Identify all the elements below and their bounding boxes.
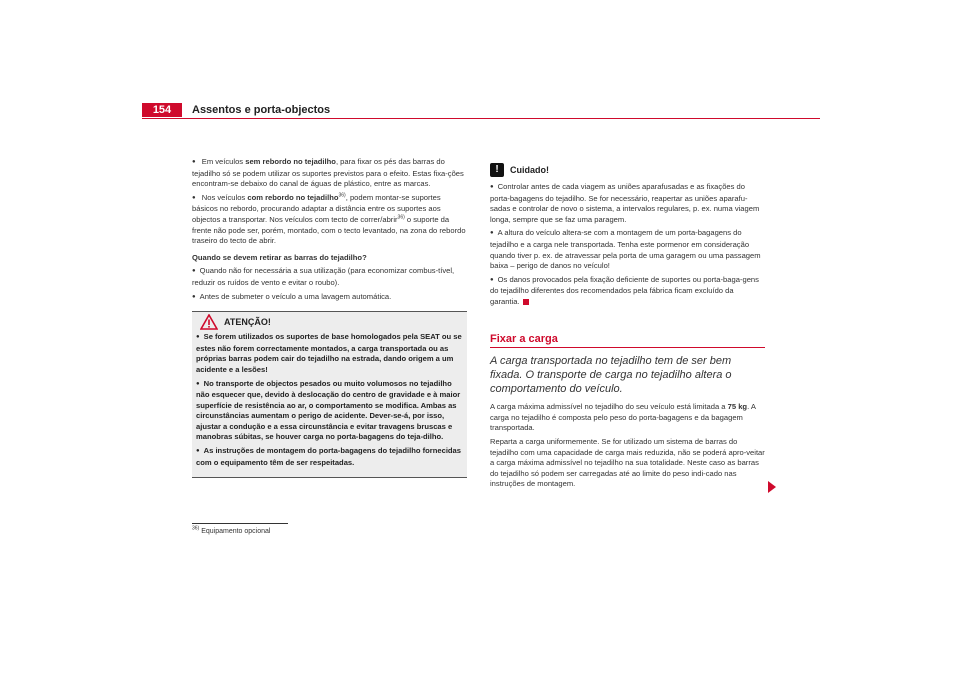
load-paragraph-2: Reparta a carga uniformemente. Se for utilizado um sistema de barras do tejadilho com uma capacidade de carga mais reduzida, não se poderá apro-veitar a carga máxima admissível no tejadilho na sua totalidade. Neste caso as barras do tejadilho só podem ser carregadas até ao limite do peso indi-cado nas instruções de montagem. bbox=[490, 436, 765, 489]
page-header-title: Assentos e porta-objectos bbox=[192, 104, 331, 116]
caution-header bbox=[490, 160, 765, 180]
warning-item: ● As instruções de montagem do porta-bagagens do tejadilho fornecidas com o equipamento têm de ser respeitadas. bbox=[196, 446, 463, 468]
page-number: 154 bbox=[142, 103, 182, 117]
remove-bullet-2: ● Antes de submeter o veículo a uma lavagem automática. bbox=[192, 292, 467, 304]
warning-header bbox=[200, 312, 463, 332]
load-paragraph-1: A carga máxima admissível no tejadilho do seu veículo está limitada a 75 kg. A carga no tejadilho é composta pelo peso do porta-bagagens e da bagagem transportada. bbox=[490, 402, 756, 433]
caution-icon: ! bbox=[490, 163, 504, 177]
left-column bbox=[192, 157, 467, 478]
footnote-ref: 36) bbox=[338, 192, 346, 199]
bold-phrase: com rebordo no tejadilho bbox=[247, 192, 339, 202]
footnote-ref: 36) bbox=[397, 214, 405, 221]
caution-item: ● A altura do veículo altera-se com a montagem de um porta-bagagens do tejadilho e a carga nele transportada. Tenha este pormenor em consideração quando tiver p. ex. de atravessar pela porta de uma garagem ou uma passagem baixa – perigo de danos no veículo! bbox=[490, 228, 765, 271]
warning-item: ● Se forem utilizados os suportes de base homologados pela SEAT ou se estes não forem correctamente montados, a carga transportada ou as próprias barras podem cair do tejadilho na estrada, dando origem a um acidente e a lesões! bbox=[196, 332, 463, 375]
warning-item: ● No transporte de objectos pesados ou muito volumosos no tejadilho não esquecer que, devido à deslocação do centro de gravidade e à maior superfície de resistência ao ar, o comportamento se modifica. Ambas as circunstâncias aumentam o perigo de acidente. Dever-se-á, por isso, ajustar a condução e a essa circunstância e evitar travagens bruscas e manobras súbitas, se houver carga no porta-bagagens do teja-dilho. bbox=[196, 379, 463, 444]
footnote-text: Equipamento opcional bbox=[201, 528, 271, 535]
right-column bbox=[490, 160, 765, 493]
footnote bbox=[192, 525, 271, 535]
section-end-mark-icon bbox=[523, 299, 529, 305]
max-load-value: 75 kg bbox=[727, 402, 748, 412]
caution-item: ● Os danos provocados pela fixação deficiente de suportes ou porta-baga-gens do tejadilho diferentes dos recomendados pela fábrica ficam excluído da garantia. bbox=[490, 275, 765, 308]
question-heading: Quando se devem retirar as barras do tejadilho? bbox=[192, 252, 367, 262]
bold-phrase: sem rebordo no tejadilho bbox=[245, 157, 336, 166]
continue-arrow-icon bbox=[768, 481, 776, 493]
caution-item: ● Controlar antes de cada viagem as uniões aparafusadas e as fixações do porta-bagagens do tejadilho. Se for necessário, reapertar as uniões aparafu-sadas e controlar de novo o sistema, a intervalos regulares, p. ex. numa viagem longa, sempre que se faz uma paragem. bbox=[490, 182, 765, 225]
section-subtitle: A carga transportada no tejadilho tem de ser bem fixada. O transporte de carga no tejadilho altera o comportamento do veículo. bbox=[490, 355, 732, 396]
section-title: Fixar a carga bbox=[490, 334, 765, 349]
footnote-rule bbox=[192, 523, 288, 524]
footnote-mark: 36) bbox=[192, 525, 200, 532]
roof-rack-bullet-2: ● Nos veículos com rebordo no tejadilho$^{36)}$, podem montar-se suportes básicos no rebordo, procurando adaptar a distância entre os suportes aos objectos a transportar. Nos veículos com tecto de correr/abrir$^{36)}$ o suporte da frente não pode ser, porém, montado, com o tecto levantado, na zona do rebordo traseiro do tecto de abrir. bbox=[192, 193, 467, 247]
roof-rack-bullet-1: ● Em veículos sem rebordo no tejadilho, para fixar os pés das barras do tejadilho só se podem utilizar os suportes previstos para o efeito. Estas fixa-ções encontram-se debaixo do canal de águas de plástico, entre as marcas. bbox=[192, 157, 467, 190]
warning-title: ATENÇÃO! bbox=[224, 316, 271, 327]
caution-title: Cuidado! bbox=[510, 164, 549, 175]
warning-triangle-icon bbox=[200, 314, 218, 330]
warning-box bbox=[192, 311, 467, 478]
remove-bullet-1: ● Quando não for necessária a sua utilização (para economizar combus-tível, reduzir os ruídos de vento e evitar o roubo). bbox=[192, 266, 467, 288]
header-rule bbox=[142, 118, 820, 119]
